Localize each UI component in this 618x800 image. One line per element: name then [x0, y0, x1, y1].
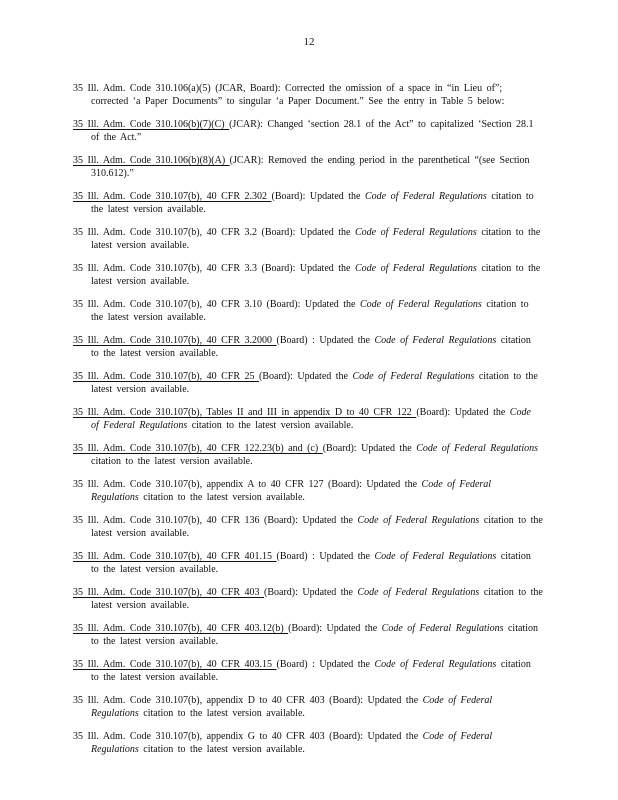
revision-entry [73, 262, 543, 288]
entry-text: citation to the latest version available. [91, 227, 541, 251]
revision-entry [73, 370, 543, 396]
revision-entry [73, 82, 543, 108]
revision-entry [73, 442, 543, 468]
cfr-title: Code of Federal Regulations [91, 479, 492, 503]
entry-text: citation to the latest version available. [91, 623, 538, 647]
cfr-title: Code of Federal Regulations [374, 659, 497, 670]
revision-entry [73, 298, 543, 324]
entry-text: (Board) : Updated the [276, 551, 375, 562]
revision-entry [73, 118, 543, 144]
entry-text: (Board): Updated the [288, 623, 382, 634]
entry-text: citation to the latest version available. [138, 744, 305, 755]
entry-text: citation to the latest version available. [91, 299, 529, 323]
cfr-title: Code of Federal Regulations [357, 515, 480, 526]
entry-text: (JCAR): Changed ‘section 28.1 of the Act” to capitalized ‘Section 28.1 of the Act.” [91, 119, 534, 143]
entry-text: (Board): Updated the [416, 407, 510, 418]
entry-text: (Board): Updated the [259, 371, 353, 382]
entry-text: 35 Ill. Adm. Code 310.107(b), 40 CFR 3.2 (Board): Updated the [73, 227, 355, 238]
entry-text: citation to the latest version available. [91, 191, 534, 215]
entry-text: 35 Ill. Adm. Code 310.107(b), 40 CFR 136 (Board): Updated the [73, 515, 358, 526]
entry-text: 35 Ill. Adm. Code 310.107(b), appendix D to 40 CFR 403 (Board): Updated the [73, 695, 423, 706]
entry-text: 35 Ill. Adm. Code 310.107(b), 40 CFR 3.3 (Board): Updated the [73, 263, 355, 274]
revision-entry [73, 190, 543, 216]
entry-text: (JCAR): Removed the ending period in the parenthetical “(see Section 310.612).” [91, 155, 530, 179]
cfr-title: Code of Federal Regulations [354, 263, 477, 274]
entry-text: 35 Ill. Adm. Code 310.106(a)(5) (JCAR, Board): Corrected the omission of a space in “in Lieu of”; corrected ‘a Paper Documents” to singular ‘a Paper Document.” See the entry in Table 5 below: [73, 83, 505, 107]
citation-reference: 35 Ill. Adm. Code 310.107(b), 40 CFR 403 [73, 587, 265, 598]
revision-entry [73, 694, 543, 720]
cfr-title: Code of Federal Regulations [357, 587, 480, 598]
revision-entries-list [73, 72, 543, 764]
entry-text: citation to the latest version available. [91, 551, 531, 575]
citation-reference: 35 Ill. Adm. Code 310.106(b)(7)(C) [73, 119, 230, 130]
citation-reference: 35 Ill. Adm. Code 310.107(b), 40 CFR 3.2000 [73, 335, 277, 346]
citation-reference: 35 Ill. Adm. Code 310.107(b), 40 CFR 2.302 [73, 191, 272, 202]
revision-entry [73, 514, 543, 540]
entry-text: citation to the latest version available. [91, 587, 543, 611]
cfr-title: Code of Federal Regulations [374, 335, 497, 346]
entry-text: citation to the latest version available. [91, 263, 541, 287]
revision-entry [73, 478, 543, 504]
page-number: 12 [303, 36, 315, 48]
cfr-title: Code of Federal Regulations [416, 443, 539, 454]
entry-text: citation to the latest version available. [187, 420, 354, 431]
entry-text: (Board): Updated the [271, 191, 365, 202]
citation-reference: 35 Ill. Adm. Code 310.107(b), 40 CFR 403.12(b) [73, 623, 289, 634]
cfr-title: Code of Federal Regulations [359, 299, 482, 310]
cfr-title: Code of Federal Regulations [352, 371, 475, 382]
entry-text: 35 Ill. Adm. Code 310.107(b), 40 CFR 3.10 (Board): Updated the [73, 299, 360, 310]
entry-text: citation to the latest version available. [138, 492, 305, 503]
citation-reference: 35 Ill. Adm. Code 310.107(b), 40 CFR 403.15 [73, 659, 277, 670]
entry-text: citation to the latest version available. [91, 515, 543, 539]
entry-text: citation to the latest version available. [91, 371, 538, 395]
revision-entry [73, 334, 543, 360]
revision-entry [73, 658, 543, 684]
cfr-title: Code of Federal Regulations [91, 407, 531, 431]
citation-reference: 35 Ill. Adm. Code 310.107(b), 40 CFR 122.23(b) and (c) [73, 443, 323, 454]
revision-entry [73, 406, 543, 432]
revision-entry [73, 586, 543, 612]
cfr-title: Code of Federal Regulations [374, 551, 497, 562]
citation-reference: 35 Ill. Adm. Code 310.107(b), 40 CFR 401.15 [73, 551, 277, 562]
revision-entry [73, 550, 543, 576]
cfr-title: Code of Federal Regulations [365, 191, 487, 202]
cfr-title: Code of Federal Regulations [91, 695, 493, 719]
revision-entry [73, 226, 543, 252]
entry-text: citation to the latest version available. [91, 456, 253, 467]
revision-entry [73, 730, 543, 756]
revision-entry [73, 154, 543, 180]
entry-text: 35 Ill. Adm. Code 310.107(b), appendix A to 40 CFR 127 (Board): Updated the [73, 479, 422, 490]
entry-text: (Board) : Updated the [276, 659, 375, 670]
entry-text: (Board): Updated the [322, 443, 417, 454]
cfr-title: Code of Federal Regulations [91, 731, 493, 755]
citation-reference: 35 Ill. Adm. Code 310.107(b), 40 CFR 25 [73, 371, 260, 382]
citation-reference: 35 Ill. Adm. Code 310.107(b), Tables II and III in appendix D to 40 CFR 122 [73, 407, 417, 418]
revision-entry [73, 622, 543, 648]
entry-text: 35 Ill. Adm. Code 310.107(b), appendix G to 40 CFR 403 (Board): Updated the [73, 731, 423, 742]
entry-text: citation to the latest version available. [138, 708, 305, 719]
entry-text: (Board): Updated the [264, 587, 358, 598]
entry-text: citation to the latest version available. [91, 335, 531, 359]
cfr-title: Code of Federal Regulations [381, 623, 504, 634]
entry-text: (Board) : Updated the [276, 335, 375, 346]
entry-text: citation to the latest version available. [91, 659, 531, 683]
cfr-title: Code of Federal Regulations [354, 227, 477, 238]
citation-reference: 35 Ill. Adm. Code 310.106(b)(8)(A) [73, 155, 230, 166]
